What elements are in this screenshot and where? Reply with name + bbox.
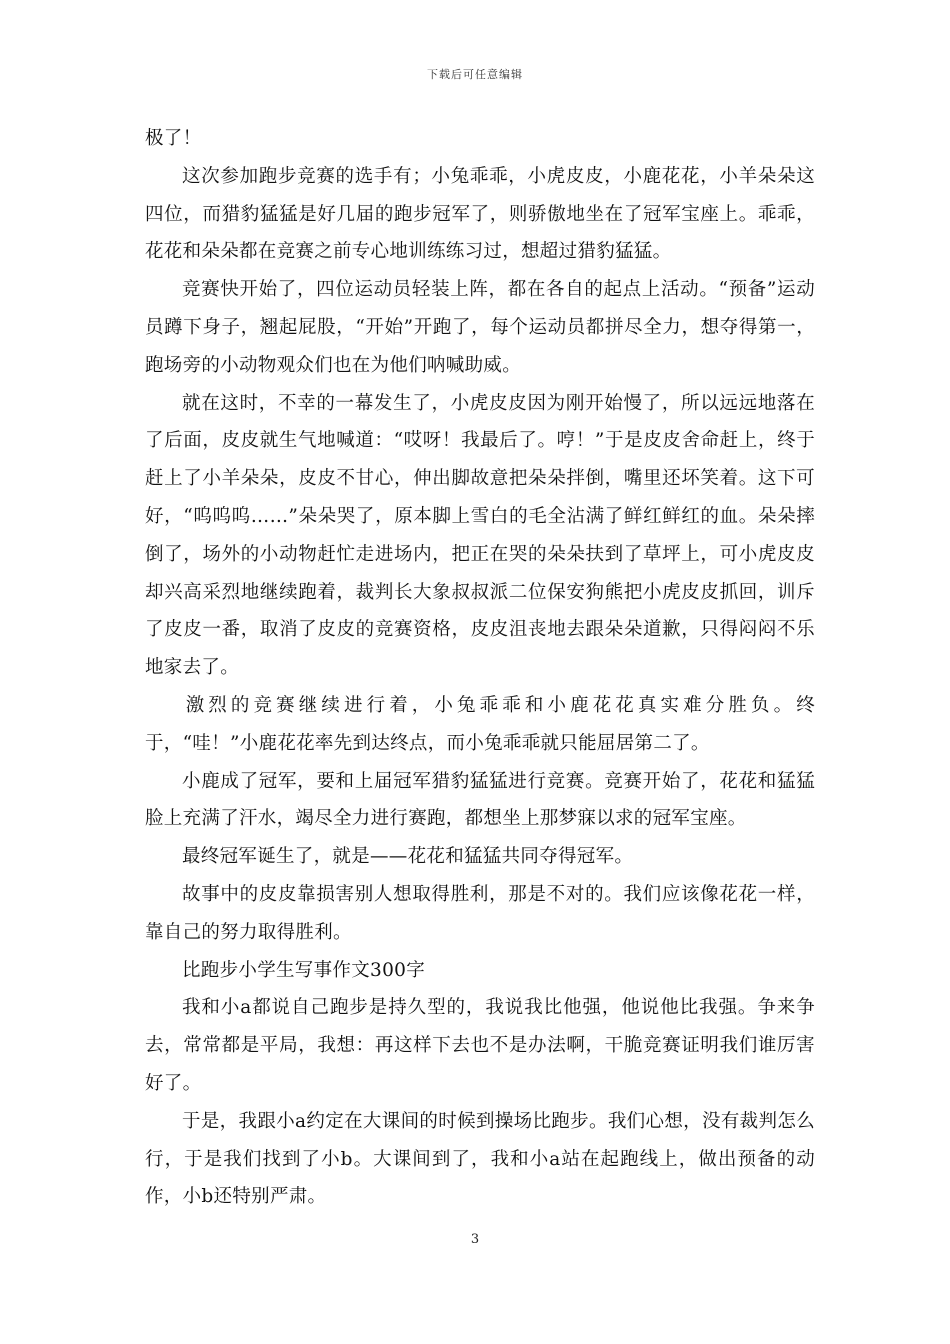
document-body (145, 120, 815, 1216)
paragraph-continuation: 极了！ (145, 128, 202, 149)
paragraph-champion: 最终冠军诞生了，就是——花花和猛猛共同夺得冠军。 (182, 846, 634, 868)
essay-title: 比跑步小学生写事作文300字 (182, 959, 426, 981)
page-number: 3 (470, 1232, 480, 1247)
paragraph-race-start: 竞赛快开始了，四位运动员轻装上阵，都在各自的起点上活动。“预备”运动员蹲下身子，翘起屁股，“开始”开跑了，每个运动员都拼尽全力，想夺得第一，跑场旁的小动物观众们也在为他们呐喊助威。 (145, 279, 815, 376)
paragraph-moral: 故事中的皮皮靠损害别人想取得胜利，那是不对的。我们应该像花花一样，靠自己的努力取得胜利。 (145, 883, 815, 943)
paragraph-incident: 就在这时，不幸的一幕发生了，小虎皮皮因为刚开始慢了，所以远远地落在了后面，皮皮就生气地喊道：“哎呀！我最后了。哼！”于是皮皮舍命赶上，终于赶上了小羊朵朵，皮皮不甘心，伸出脚故意把朵朵拌倒，嘴里还坏笑着。这下可好，“呜呜呜……”朵朵哭了，原本脚上雪白的毛全沾满了鲜红鲜红的血。朵朵摔倒了，场外的小动物赶忙走进场内，把正在哭的朵朵扶到了草坪上，可小虎皮皮却兴高采烈地继续跑着，裁判长大象叔叔派二位保安狗熊把小虎皮皮抓回，训斥了皮皮一番，取消了皮皮的竞赛资格，皮皮沮丧地去跟朵朵道歉，只得闷闷不乐地家去了。 (145, 392, 815, 679)
paragraph-essay-intro: 我和小a都说自己跑步是持久型的，我说我比他强，他说他比我强。争来争去，常常都是平局，我想：再这样下去也不是办法啊，干脆竞赛证明我们谁厉害好了。 (145, 997, 815, 1094)
paragraph-final-race: 小鹿成了冠军，要和上届冠军猎豹猛猛进行竞赛。竞赛开始了，花花和猛猛脸上充满了汗水，竭尽全力进行赛跑，都想坐上那梦寐以求的冠军宝座。 (145, 770, 815, 830)
paragraph-essay-race: 于是，我跟小a约定在大课间的时候到操场比跑步。我们心想，没有裁判怎么行，于是我们找到了小b。大课间到了，我和小a站在起跑线上，做出预备的动作，小b还特别严肃。 (145, 1110, 815, 1208)
paragraph-contestants: 这次参加跑步竞赛的选手有；小兔乖乖，小虎皮皮，小鹿花花，小羊朵朵这四位，而猎豹猛猛是好几届的跑步冠军了，则骄傲地坐在了冠军宝座上。乖乖，花花和朵朵都在竞赛之前专心地训练练习过，想超过猎豹猛猛。 (145, 165, 815, 263)
page-header: 下载后可任意编辑 (427, 68, 523, 81)
paragraph-finish: 激烈的竞赛继续进行着，小兔乖乖和小鹿花花真实难分胜负。终于，“哇！”小鹿花花率先到达终点，而小兔乖乖就只能屈居第二了。 (145, 694, 815, 754)
